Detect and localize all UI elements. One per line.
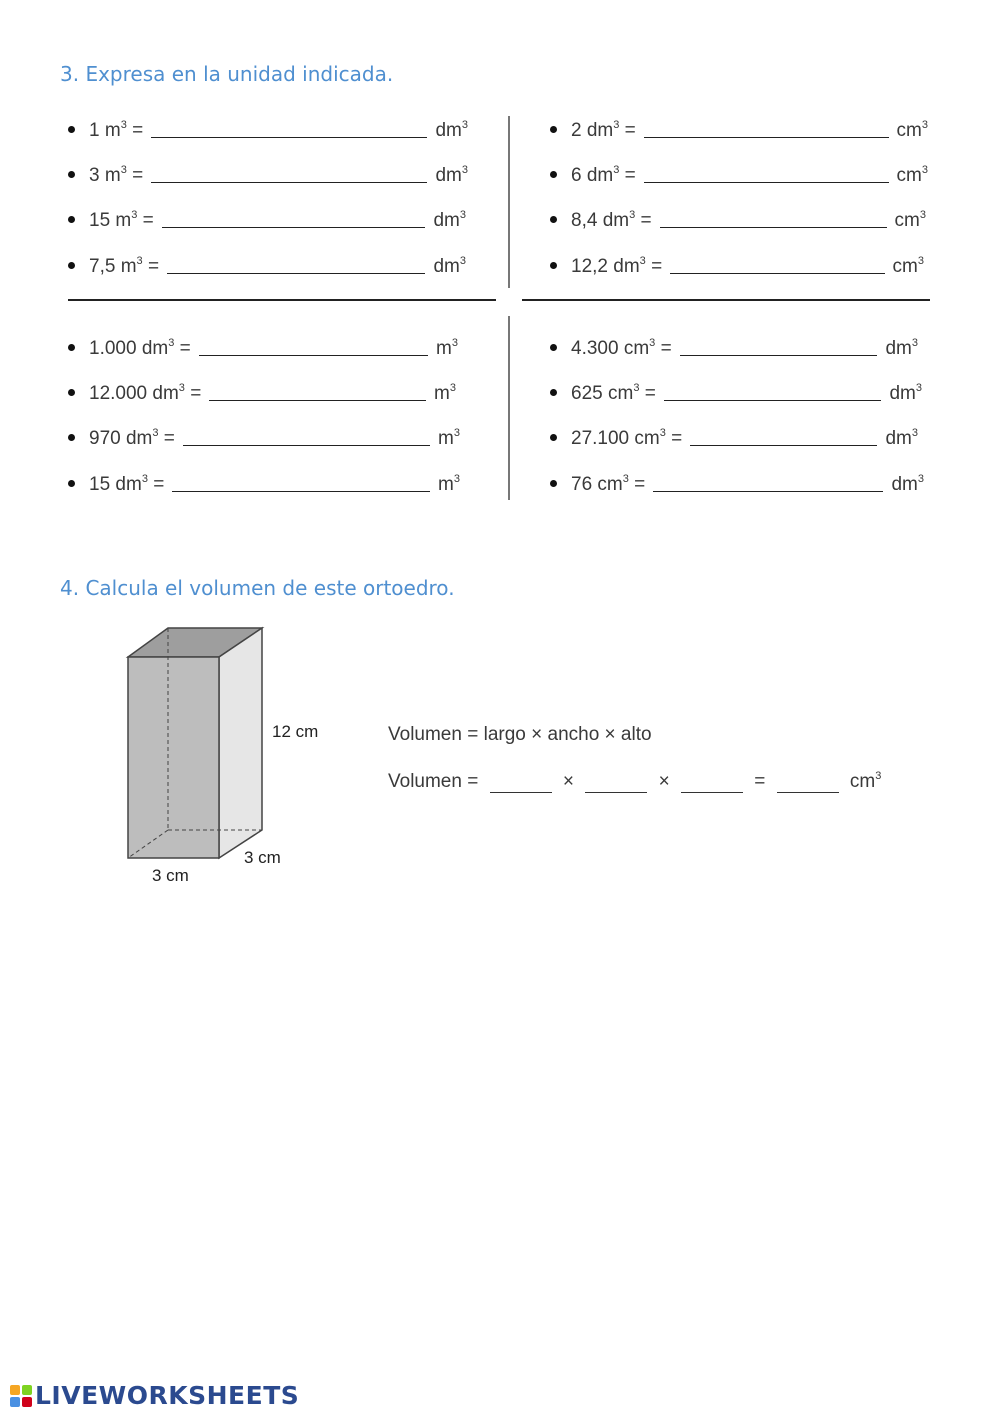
volume-result-input[interactable] xyxy=(777,774,839,793)
conversion-expression: 76 $cm^3$ = xyxy=(571,473,646,495)
answer-input[interactable] xyxy=(653,469,883,492)
conversion-item xyxy=(68,248,466,278)
conversion-item xyxy=(550,375,922,405)
conversion-expression: 2 $dm^3$ = xyxy=(571,119,636,141)
conversion-item xyxy=(68,202,466,232)
answer-input[interactable] xyxy=(670,251,884,274)
bullet xyxy=(550,171,557,178)
target-unit: $m^3$ xyxy=(438,427,460,449)
target-unit: $dm^3$ xyxy=(435,164,468,186)
bullet xyxy=(550,434,557,441)
answer-input[interactable] xyxy=(167,251,425,274)
target-unit: $dm^3$ xyxy=(435,119,468,141)
answer-input[interactable] xyxy=(199,333,428,356)
column-divider xyxy=(508,316,510,500)
bullet xyxy=(550,389,557,396)
cuboid-figure xyxy=(120,620,280,870)
bullet xyxy=(550,344,557,351)
conversion-expression: 15 $dm^3$ = xyxy=(89,473,165,495)
conversion-expression: 7,5 $m^3$ = xyxy=(89,255,160,277)
answer-input[interactable] xyxy=(660,205,887,228)
conversion-item xyxy=(68,420,460,450)
bullet xyxy=(68,126,75,133)
answer-input[interactable] xyxy=(644,115,889,138)
conversion-item xyxy=(550,420,918,450)
conversion-expression: 15 $m^3$ = xyxy=(89,209,154,231)
conversion-item xyxy=(68,466,460,496)
answer-input[interactable] xyxy=(680,333,878,356)
conversion-expression: 8,4 $dm^3$ = xyxy=(571,209,652,231)
height-input[interactable] xyxy=(681,774,743,793)
answer-input[interactable] xyxy=(172,469,430,492)
answer-input[interactable] xyxy=(644,160,889,183)
answer-input[interactable] xyxy=(209,378,426,401)
conversion-expression: 4.300 $cm^3$ = xyxy=(571,337,672,359)
conversion-expression: 625 $cm^3$ = xyxy=(571,382,656,404)
conversion-item xyxy=(550,112,928,142)
conversion-item xyxy=(550,330,918,360)
target-unit: $m^3$ xyxy=(434,382,456,404)
conversion-expression: 12,2 $dm^3$ = xyxy=(571,255,663,277)
logo-text: LIVEWORKSHEETS xyxy=(35,1381,300,1410)
target-unit: $dm^3$ xyxy=(433,209,466,231)
answer-input[interactable] xyxy=(151,115,427,138)
conversion-expression: 27.100 $cm^3$ = xyxy=(571,427,683,449)
row-divider-left xyxy=(68,299,496,301)
conversion-item xyxy=(550,248,924,278)
bullet xyxy=(550,480,557,487)
result-unit: $cm^3$ xyxy=(849,770,882,792)
conversion-item xyxy=(68,112,468,142)
target-unit: $dm^3$ xyxy=(891,473,924,495)
target-unit: $cm^3$ xyxy=(892,255,924,277)
length-input[interactable] xyxy=(490,774,552,793)
target-unit: $m^3$ xyxy=(438,473,460,495)
bullet xyxy=(68,389,75,396)
bullet xyxy=(550,262,557,269)
bullet xyxy=(68,262,75,269)
cuboid-front-face xyxy=(128,657,219,858)
section-4-title: 4. Calcula el volumen de este ortoedro. xyxy=(60,576,455,600)
answer-input[interactable] xyxy=(183,423,430,446)
bullet xyxy=(550,216,557,223)
row-divider-right xyxy=(522,299,930,301)
conversion-expression: 970 $dm^3$ = xyxy=(89,427,175,449)
bullet xyxy=(550,126,557,133)
conversion-item xyxy=(550,202,926,232)
bullet xyxy=(68,480,75,487)
target-unit: $dm^3$ xyxy=(885,427,918,449)
width-label: 3 cm xyxy=(152,866,189,885)
volume-formula: Volumen = largo × ancho × alto xyxy=(388,724,652,745)
height-label: 12 cm xyxy=(272,722,319,741)
depth-label: 3 cm xyxy=(244,848,281,867)
conversion-expression: 1.000 $dm^3$ = xyxy=(89,337,191,359)
answer-input[interactable] xyxy=(162,205,426,228)
target-unit: $cm^3$ xyxy=(894,209,926,231)
liveworksheets-logo xyxy=(10,1381,299,1410)
cuboid-side-face xyxy=(219,628,262,858)
volume-calculation: Volumen = × × = $cm^3$ xyxy=(388,770,882,792)
target-unit: $dm^3$ xyxy=(433,255,466,277)
target-unit: $dm^3$ xyxy=(885,337,918,359)
conversion-expression: 6 $dm^3$ = xyxy=(571,164,636,186)
bullet xyxy=(68,434,75,441)
target-unit: $cm^3$ xyxy=(896,119,928,141)
target-unit: $dm^3$ xyxy=(889,382,922,404)
conversion-item xyxy=(68,375,456,405)
conversion-item xyxy=(550,466,924,496)
bullet xyxy=(68,344,75,351)
bullet xyxy=(68,171,75,178)
column-divider xyxy=(508,116,510,288)
answer-input[interactable] xyxy=(690,423,877,446)
conversion-item xyxy=(68,330,458,360)
answer-input[interactable] xyxy=(664,378,882,401)
bullet xyxy=(68,216,75,223)
logo-icon xyxy=(10,1385,32,1407)
conversion-item xyxy=(550,157,928,187)
conversion-expression: 12.000 $dm^3$ = xyxy=(89,382,202,404)
conversion-expression: 1 $m^3$ = xyxy=(89,119,144,141)
width-input[interactable] xyxy=(585,774,647,793)
answer-input[interactable] xyxy=(151,160,427,183)
conversion-expression: 3 $m^3$ = xyxy=(89,164,144,186)
conversion-item xyxy=(68,157,468,187)
target-unit: $cm^3$ xyxy=(896,164,928,186)
section-3-title: 3. Expresa en la unidad indicada. xyxy=(60,62,394,86)
target-unit: $m^3$ xyxy=(436,337,458,359)
